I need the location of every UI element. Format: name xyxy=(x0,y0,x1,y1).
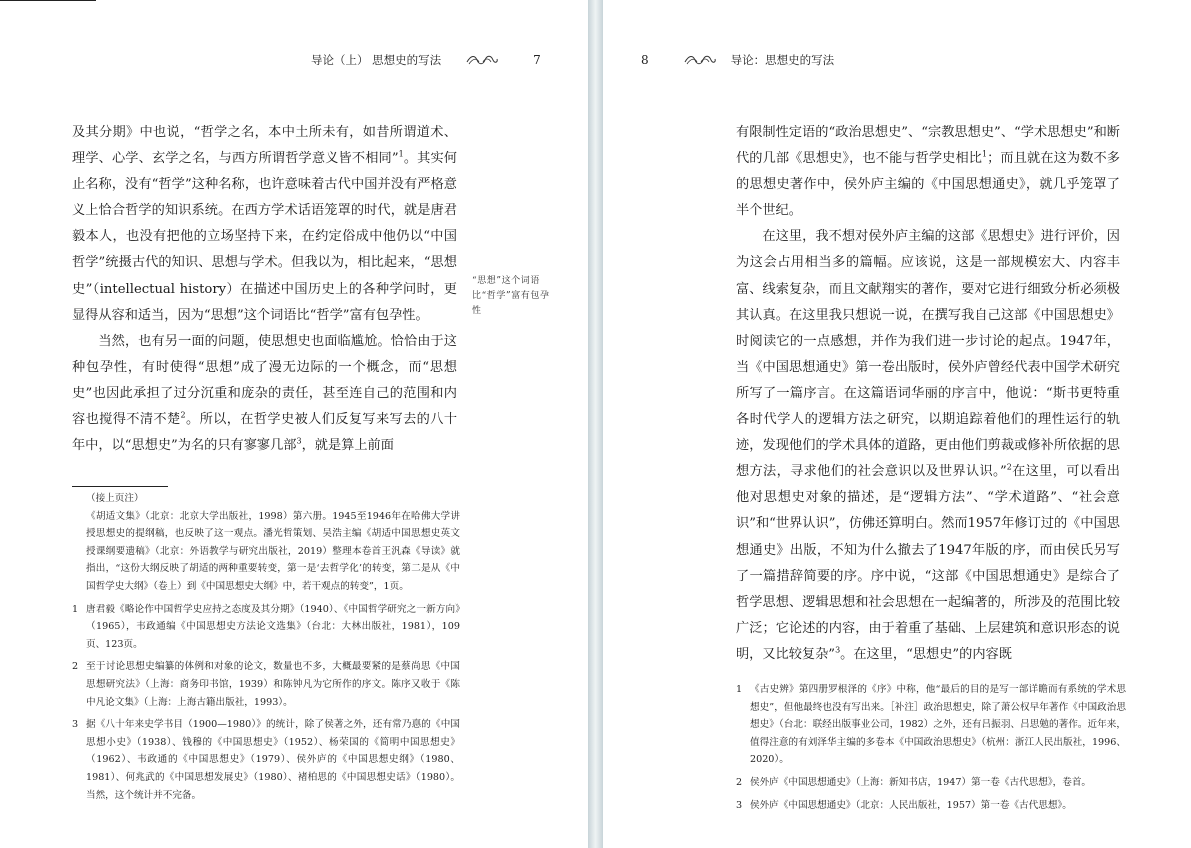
text-run: 有限制性定语的“政治思想史”、“宗教思想史”、“学术思想史”和断代的几部《思想史》，也不能与哲学史相比 xyxy=(736,125,1120,167)
footnote-text: 《古史辨》第四册罗根泽的《序》中称，他“最后的目的是写一部详瞻而有系统的学术思想史”，但他最终也没有写出来。［补注］政治思想史，除了萧公权早年著作《中国政治思想史》（台北：联经出版事业公司，1982）之外，还有吕振羽、吕思勉的著作。近年来，值得注意的有刘泽华主编的多卷本《中国政治思想史》（杭州：浙江人民出版社，1996、2020）。 xyxy=(750,684,1126,766)
footnote xyxy=(72,508,460,596)
footnote-number: 1 xyxy=(736,684,743,695)
footnote-number: 3 xyxy=(72,719,79,731)
header-title: 导论：思想史的写法 xyxy=(730,53,835,67)
book-gutter xyxy=(588,0,603,848)
scroll-ornament-icon xyxy=(683,53,717,67)
paragraph xyxy=(736,224,1120,668)
footnote xyxy=(736,681,1126,769)
footnote-marker[interactable]: 3 xyxy=(835,645,841,655)
text-run: 在这里，可以看出他对思想史对象的描述，是“逻辑方法”、“学术道路”、“社会意识”和“世界认识”，仿佛还算明白。然而1957年修订过的《中国思想通史》出版，不知为什么撤去了1947年版的序，而由侯氏另写了一篇措辞简要的序。序中说，“这部《中国思想通史》是综合了哲学思想、逻辑思想和社会思想在一起编著的，所涉及的范围比较广泛；它论述的内容，由于着重了基础、上层建筑和意识形态的说明，又比较复杂” xyxy=(736,464,1120,662)
left-page xyxy=(0,0,588,848)
footnote-marker[interactable]: 1 xyxy=(982,149,988,159)
footnote-continued-label: （接上页注） xyxy=(86,493,144,504)
body-text xyxy=(72,120,457,459)
page-number: 8 xyxy=(641,53,649,67)
text-run: 及其分期》中也说，“哲学之名，本中土所未有，如昔所谓道术、理学、心学、玄学之名，与西方所谓哲学意义皆不相同” xyxy=(72,125,457,167)
running-header xyxy=(311,52,541,68)
footnotes xyxy=(736,681,1126,819)
right-page xyxy=(603,0,1191,848)
footnote-number: 3 xyxy=(736,799,743,811)
footnote xyxy=(736,774,1126,792)
margin-note: “思想”这个词语比“哲学”富有包孕性 xyxy=(472,276,550,316)
text-run: 。其实何止名称，没有“哲学”这种名称，也许意味着古代中国并没有严格意义上恰合哲学的知识系统。在西方学术话语笼罩的时代，就是唐君毅本人，也没有把他的立场坚持下来，在约定俗成中他仍以“中国哲学”统摄古代的知识、思想与学术。但我以为，相比起来，“思想史”（intellectual history）在描述中国历史上的各种学问时，更显得从容和适当，因为“思想”这个词语比“哲学”富有包孕性。 xyxy=(72,151,457,323)
header-title: 导论（上） 思想史的写法 xyxy=(311,53,442,67)
paragraph xyxy=(72,120,457,329)
footnote-text: 据《八十年来史学书目（1900—1980）》的统计，除了侯著之外，还有常乃惪的《中国思想小史》（1938）、钱穆的《中国思想史》（1952）、杨荣国的《简明中国思想史》（1962）、韦政通的《中国思想史》（1979）、侯外庐的《中国思想史纲》（1980、1981）、何兆武的《中国思想发展史》（1980）、褚柏思的《中国思想史话》（1980）。当然，这个统计并不完备。 xyxy=(86,719,460,801)
text-run: ，就是算上前面 xyxy=(301,438,394,454)
footnote-text: 侯外庐《中国思想通史》（北京：人民出版社，1957）第一卷《古代思想》。 xyxy=(750,799,1072,811)
running-header xyxy=(641,52,834,68)
scroll-ornament-icon xyxy=(465,53,499,67)
footnote-number: 1 xyxy=(72,603,79,615)
paragraph xyxy=(736,120,1120,224)
footnote-marker[interactable]: 2 xyxy=(180,410,186,420)
text-run: 在这里，我不想对侯外庐主编的这部《思想史》进行评价，因为这会占用相当多的篇幅。应该说，这是一部规模宏大、内容丰富、线索复杂，而且文献翔实的著作，要对它进行细致分析必须极其认真。在这里我只想说一说，在撰写我自己这部《中国思想史》时阅读它的一点感想，并作为我们进一步讨论的起点。1947年，当《中国思想通史》第一卷出版时，侯外庐曾经代表中国学术研究所写了一篇序言。在这篇语词华丽的序言中，他说：“斯书更特重各时代学人的逻辑方法之研究，以期追踪着他们的理性运行的轨迹，发现他们的学术具体的道路，更由他们剪裁或修补所依据的思想方法，寻求他们的社会意识以及世界认识。” xyxy=(736,229,1120,480)
footnote xyxy=(736,797,1126,815)
footnote-text: 侯外庐《中国思想通史》（上海：新知书店，1947）第一卷《古代思想》，卷首。 xyxy=(750,776,1092,788)
footnote xyxy=(72,716,460,804)
footnotes xyxy=(72,490,460,809)
footnote-divider xyxy=(72,486,168,487)
footnote-number: 2 xyxy=(72,661,79,673)
footnote-number: 2 xyxy=(736,776,743,788)
footnote-marker[interactable]: 3 xyxy=(296,436,302,446)
footnote-marker[interactable]: 1 xyxy=(398,149,404,159)
footnote-divider xyxy=(0,0,96,1)
page-number: 7 xyxy=(533,53,541,67)
paragraph xyxy=(72,329,457,459)
body-text xyxy=(736,120,1120,668)
footnote xyxy=(72,601,460,654)
text-run: 当然，也有另一面的问题，使思想史也面临尴尬。恰恰由于这种包孕性，有时使得“思想”成了漫无边际的一个概念，而“思想史”也因此承担了过分沉重和庞杂的责任，甚至连自己的范围和内容也搅得不清不楚 xyxy=(72,333,457,428)
footnote xyxy=(72,658,460,711)
footnote-text: 唐君毅《略论作中国哲学史应持之态度及其分期》（1940）、《中国哲学研究之一新方向》（1965），韦政通编《中国思想史方法论文选集》（台北：大林出版社，1981），109页、123页。 xyxy=(86,603,460,650)
text-run: 。在这里，“思想史”的内容既 xyxy=(840,646,1012,662)
footnote-text: 《胡适文集》（北京：北京大学出版社，1998）第六册。1945至1946年在哈佛大学讲授思想史的提纲稿，也反映了这一观点。潘光哲策划、吴浩主编《胡适中国思想史英文授课纲要遗稿》（北京：外语教学与研究出版社，2019）整理本卷首王汎森《导读》就指出，“这份大纲反映了胡适的两种重要转变，第一是‘去哲学化’的转变，第二是从《中国哲学史大纲》（卷上）到《中国思想史大纲》中，若干观点的转变”，1页。 xyxy=(86,510,460,592)
footnote-text: 至于讨论思想史编纂的体例和对象的论文，数量也不多，大概最要紧的是蔡尚思《中国思想研究法》（上海：商务印书馆，1939）和陈钟凡为它所作的序文。陈序又收于《陈中凡论文集》（上海：上海古籍出版社，1993）。 xyxy=(86,661,460,708)
footnote-marker[interactable]: 2 xyxy=(1006,462,1012,472)
text-run: ；而且就在这为数不多的思想史著作中，侯外庐主编的《中国思想通史》，就几乎笼罩了半个世纪。 xyxy=(736,151,1120,219)
text-run: 。所以，在哲学史被人们反复写来写去的八十年中，以“思想史”为名的只有寥寥几部 xyxy=(72,412,458,454)
